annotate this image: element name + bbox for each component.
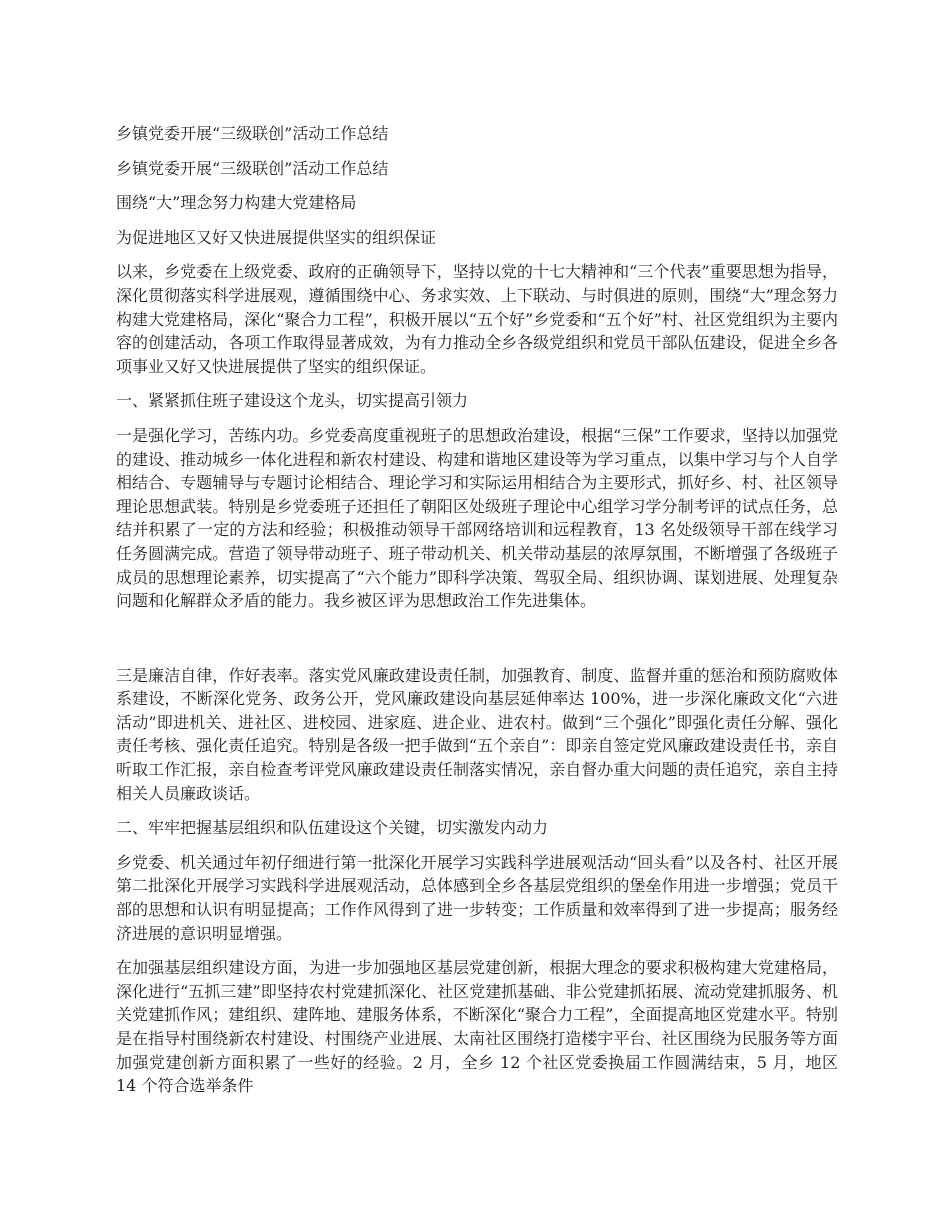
subtitle-line-2: 为促进地区又好又快进展提供坚实的组织保证 bbox=[116, 227, 437, 247]
body-paragraph-organization: 在加强基层组织建设方面，为进一步加强地区基层党建创新，根据大理念的要求积极构建大党建格局，深化进行“五抓三建”即坚持农村党建抓深化、社区党建抓基础、非公党建抓拓展、流动党建抓服务、机关党建抓作风；建组织、建阵地、建服务体系，不断深化“聚合力工程”，全面提高地区党建水平。特别是在指导村围绕新农村建设、村围绕产业进展、太南社区围绕打造楼宇平台、社区围绕为民服务等方面加强党建创新方面积累了一些好的经验。2 月，全乡 12 个社区党委换届工作圆满结束，5 月，地区 14 个符合选举条件 bbox=[116, 958, 838, 1096]
intro-paragraph: 以来，乡党委在上级党委、政府的正确领导下，坚持以党的十七大精神和“三个代表”重要思想为指导，深化贯彻落实科学进展观，遵循围绕中心、务求实效、上下联动、与时俱进的原则，围绕“大”理念努力构建大党建格局，深化“聚合力工程”，积极开展以“五个好”乡党委和“五个好”村、社区党组织为主要内容的创建活动，各项工作取得显著成效，为有力推动全乡各级党组织和党员干部队伍建设，促进全乡各项事业又好又快进展提供了坚实的组织保证。 bbox=[116, 262, 838, 376]
section-heading-2: 二、牢牢把握基层组织和队伍建设这个关键，切实激发内动力 bbox=[116, 818, 549, 838]
body-paragraph-integrity: 三是廉洁自律，作好表率。落实党风廉政建设责任制，加强教育、制度、监督并重的惩治和预防腐败体系建设，不断深化党务、政务公开，党风廉政建设向基层延伸率达 100%，进一步深化廉政文化“六进活动”即进机关、进社区、进校园、进家庭、进企业、进农村。做到“三个强化”即强化责任分解、强化责任考核、强化责任追究。特别是各级一把手做到“五个亲自”：即亲自签定党风廉政建设责任书，亲自听取工作汇报，亲自检查考评党风廉政建设责任制落实情况，亲自督办重大问题的责任追究，亲自主持相关人员廉政谈话。 bbox=[116, 665, 838, 803]
document-title: 乡镇党委开展“三级联创”活动工作总结 bbox=[116, 124, 389, 143]
body-paragraph-study: 一是强化学习，苦练内功。乡党委高度重视班子的思想政治建设，根据“三保”工作要求，坚持以加强党的建设、推动城乡一体化进程和新农村建设、构建和谐地区建设等为学习重点，以集中学习与个人自学相结合、专题辅导与专题讨论相结合、理论学习和实际运用相结合为主要形式，抓好乡、村、社区领导理论思想武装。特别是乡党委班子还担任了朝阳区处级班子理论中心组学习学分制考评的试点任务，总结并积累了一定的方法和经验；积极推动领导干部网络培训和远程教育，13 名处级领导干部在线学习任务圆满完成。营造了领导带动班子、班子带动机关、机关带动基层的浓厚氛围，不断增强了各级班子成员的思想理论素养，切实提高了“六个能力”即科学决策、驾驭全局、组织协调、谋划进展、处理复杂问题和化解群众矛盾的能力。我乡被区评为思想政治工作先进集体。 bbox=[116, 425, 838, 611]
article-title: 乡镇党委开展“三级联创”活动工作总结 bbox=[116, 158, 389, 178]
section-heading-1: 一、紧紧抓住班子建设这个龙头，切实提高引领力 bbox=[116, 391, 469, 411]
document-body bbox=[116, 122, 838, 1109]
subtitle-line-1: 围绕“大”理念努力构建大党建格局 bbox=[116, 193, 357, 213]
blank-gap bbox=[116, 624, 838, 664]
body-paragraph-review: 乡党委、机关通过年初仔细进行第一批深化开展学习实践科学进展观活动“回头看”以及各村、社区开展第二批深化开展学习实践科学进展观活动，总体感到全乡各基层党组织的堡垒作用进一步增强；党员干部的思想和认识有明显提高；工作作风得到了进一步转变；工作质量和效率得到了进一步提高；服务经济进展的意识明显增强。 bbox=[116, 852, 838, 943]
